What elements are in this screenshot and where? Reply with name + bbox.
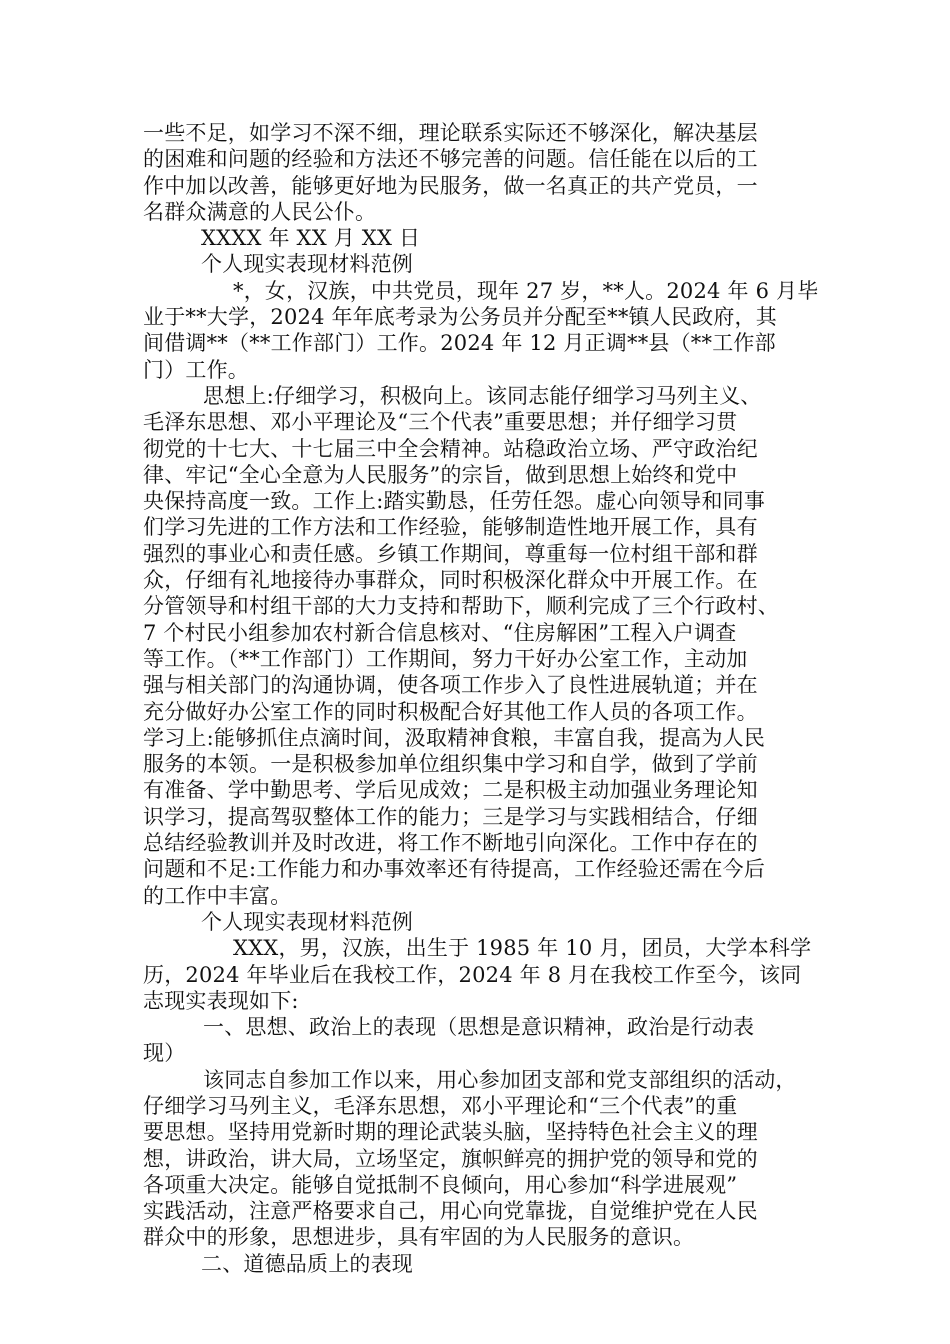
text-line: 充分做好办公室工作的同时积极配合好其他工作人员的各项工作。 — [143, 699, 758, 724]
text-line: 各项重大决定。能够自觉抵制不良倾向，用心参加“科学进展观” — [143, 1172, 738, 1197]
text-line: 历，2024 年毕业后在我校工作，2024 年 8 月在我校工作至今，该同 — [143, 962, 802, 987]
text-line: 服务的本领。一是积极参加单位组织集中学习和自学，做到了学前 — [143, 752, 758, 777]
text-line: 识学习，提高驾驭整体工作的能力；三是学习与实践相结合，仔细 — [143, 804, 758, 829]
text-line: 实践活动，注意严格要求自己，用心向党靠拢，自觉维护党在人民 — [143, 1199, 758, 1224]
text-line: 业于**大学，2024 年年底考录为公务员并分配至**镇人民政府，其 — [143, 305, 777, 330]
text-line: 彻党的十七大、十七届三中全会精神。站稳政治立场、严守政治纪 — [143, 436, 758, 461]
text-line: 思想上:仔细学习，积极向上。该同志能仔细学习马列主义、 — [203, 383, 762, 408]
text-line: 总结经验教训并及时改进，将工作不断地引向深化。工作中存在的 — [143, 831, 758, 856]
text-line: 一些不足，如学习不深不细，理论联系实际还不够深化，解决基层 — [143, 121, 758, 145]
text-line: 众，仔细有礼地接待办事群众，同时积极深化群众中开展工作。在 — [143, 568, 758, 593]
text-line: 该同志自参加工作以来，用心参加团支部和党支部组织的活动， — [203, 1067, 797, 1092]
text-line: 个人现实表现材料范例 — [201, 252, 413, 277]
text-line: 群众中的形象，思想进步，具有牢固的为人民服务的意识。 — [143, 1225, 695, 1250]
text-line: 作中加以改善，能够更好地为民服务，做一名真正的共产党员，一 — [143, 173, 758, 198]
text-line: 仔细学习马列主义，毛泽东思想，邓小平理论和“三个代表”的重 — [143, 1093, 738, 1118]
text-line: 毛泽东思想、邓小平理论及“三个代表”重要思想；并仔细学习贯 — [143, 410, 738, 435]
text-line: 分管领导和村组干部的大力支持和帮助下，顺利完成了三个行政村、 — [143, 594, 779, 619]
text-line: 们学习先进的工作方法和工作经验，能够制造性地开展工作，具有 — [143, 515, 758, 540]
text-line: XXXX 年 XX 月 XX 日 — [201, 226, 421, 251]
text-line: 名群众满意的人民公仆。 — [143, 199, 377, 224]
text-line: 门）工作。 — [143, 357, 249, 382]
text-line: 的工作中丰富。 — [143, 883, 292, 908]
text-line: 要思想。坚持用党新时期的理论武装头脑，坚持特色社会主义的理 — [143, 1120, 758, 1145]
text-line: 问题和不足:工作能力和办事效率还有待提高，工作经验还需在今后 — [143, 857, 766, 882]
text-line: 志现实表现如下: — [143, 988, 299, 1013]
text-line: 7 个村民小组参加农村新合信息核对、“住房解困”工程入户调查 — [143, 620, 737, 645]
text-line: 学习上:能够抓住点滴时间，汲取精神食粮，丰富自我，提高为人民 — [143, 725, 766, 750]
text-line: 二、道德品质上的表现 — [201, 1251, 413, 1276]
text-line: XXX，男，汉族，出生于 1985 年 10 月，团员，大学本科学 — [233, 936, 812, 961]
text-line: 个人现实表现材料范例 — [201, 909, 413, 934]
text-line: 强与相关部门的沟通协调，使各项工作步入了良性进展轨道；并在 — [143, 673, 758, 698]
text-line: 央保持高度一致。工作上:踏实勤恳，任劳任怨。虚心向领导和同事 — [143, 489, 766, 514]
text-line: 想，讲政治，讲大局，立场坚定，旗帜鲜亮的拥护党的领导和党的 — [143, 1146, 758, 1171]
text-line: *，女，汉族，中共党员，现年 27 岁，**人。2024 年 6 月毕 — [233, 278, 819, 303]
text-line: 现） — [143, 1041, 186, 1066]
text-line: 律、牢记“全心全意为人民服务”的宗旨，做到思想上始终和党中 — [143, 462, 738, 487]
text-line: 间借调**（**工作部门）工作。2024 年 12 月正调**县（**工作部 — [143, 331, 776, 356]
text-line: 强烈的事业心和责任感。乡镇工作期间，尊重每一位村组干部和群 — [143, 541, 758, 566]
text-line: 的困难和问题的经验和方法还不够完善的问题。信任能在以后的工 — [143, 147, 758, 172]
text-line: 等工作。（**工作部门）工作期间，努力干好办公室工作，主动加 — [143, 646, 748, 671]
document-body — [143, 120, 819, 1277]
text-line: 有准备、学中勤思考、学后见成效；二是积极主动加强业务理论知 — [143, 778, 758, 803]
text-line: 一、思想、政治上的表现（思想是意识精神，政治是行动表 — [203, 1015, 755, 1040]
